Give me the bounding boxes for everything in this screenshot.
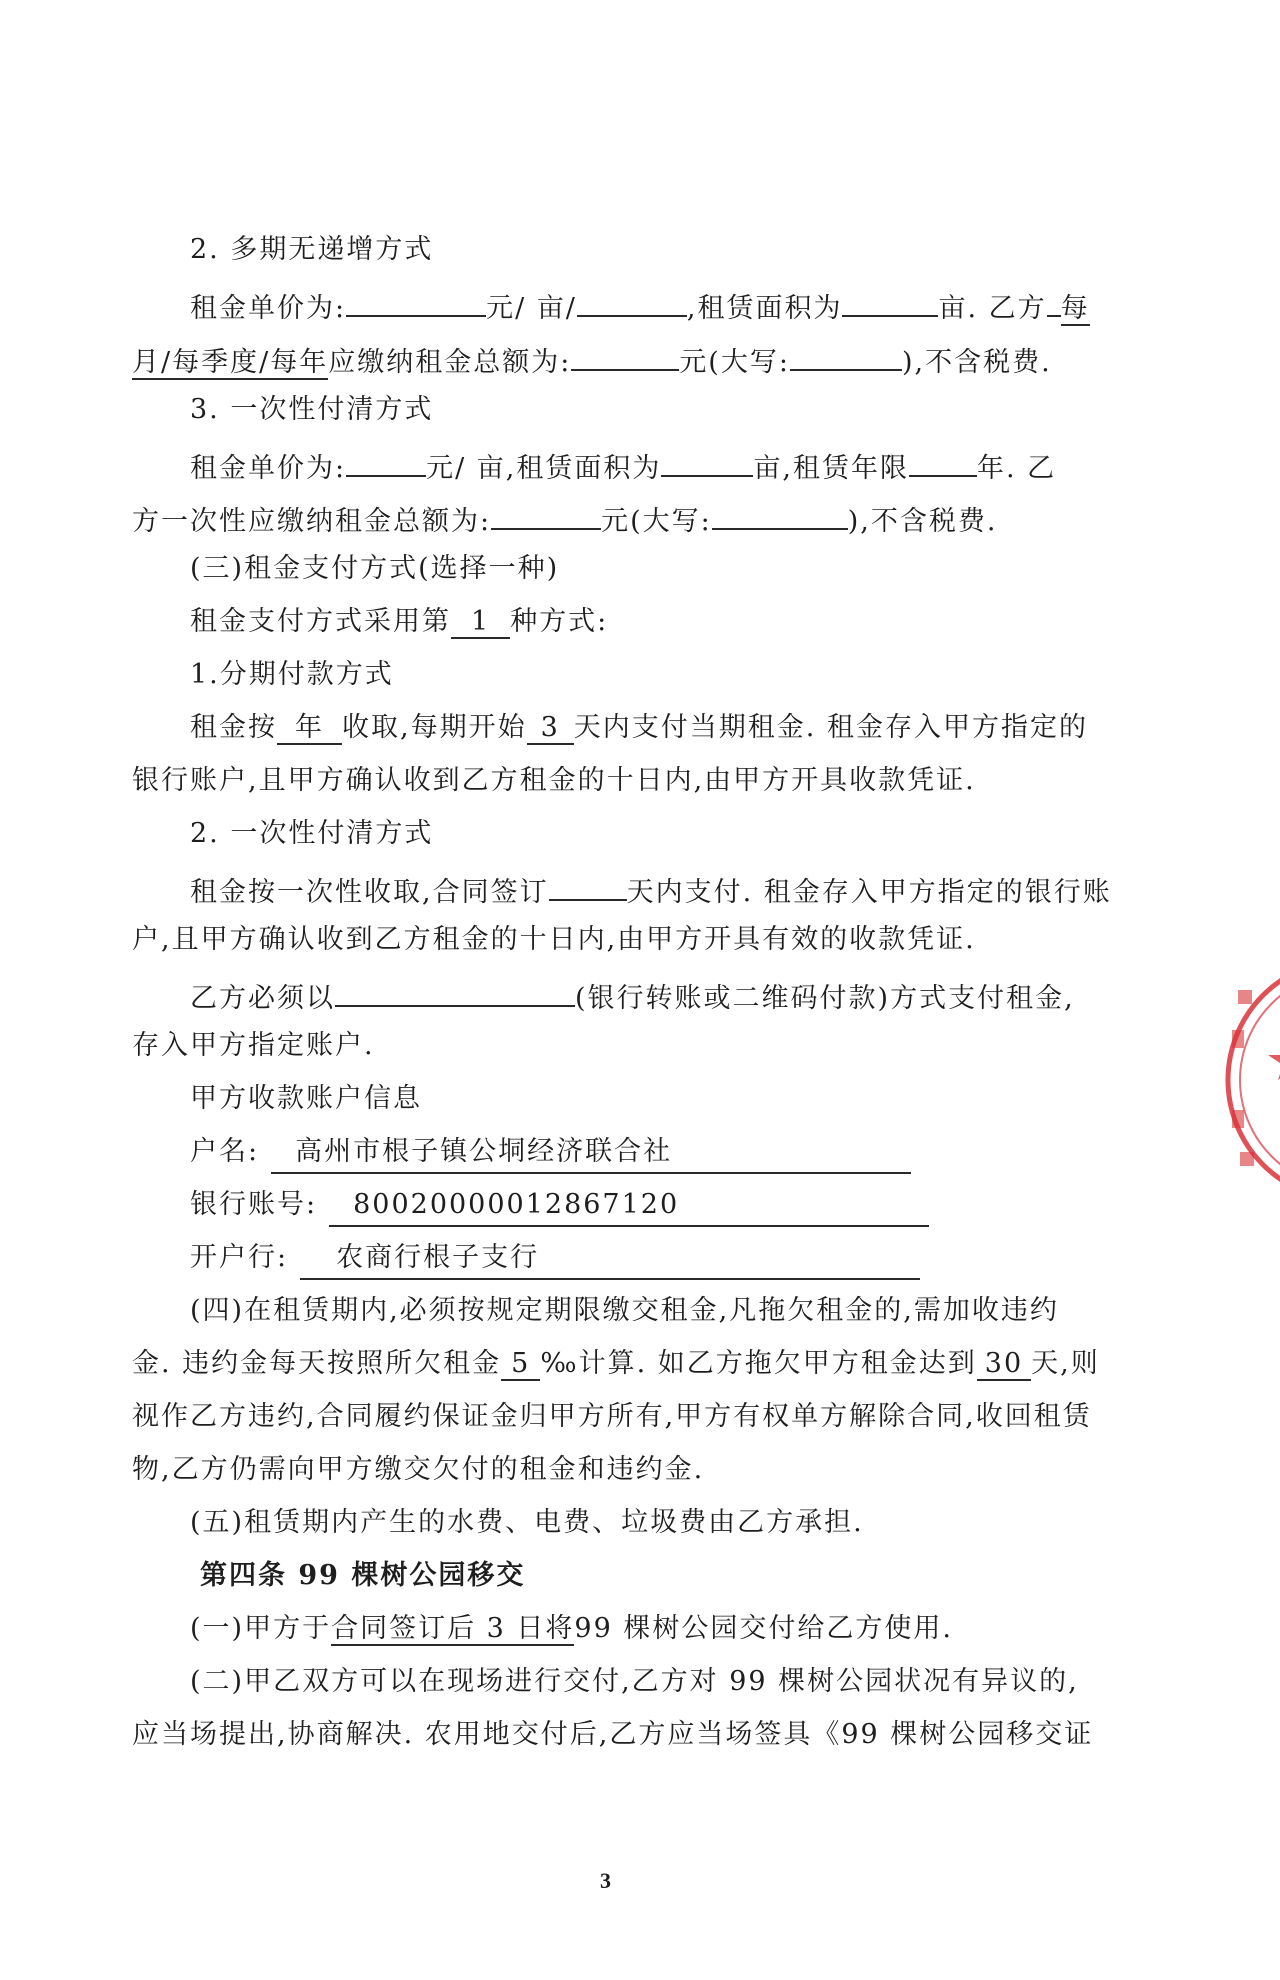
- penalty-rate: 5: [501, 1348, 540, 1381]
- article-4-title: 第四条 99 棵树公园移交: [200, 1560, 526, 1591]
- lump-sum-line-2: 方一次性应缴纳租金总额为: 元(大写: ),不含税费.: [132, 496, 997, 542]
- blank-period[interactable]: [577, 283, 687, 317]
- article-4-item-2-line-1: (二)甲乙双方可以在现场进行交付,乙方对 99 棵树公园状况有异议的,: [190, 1666, 1079, 1697]
- installment-days: 3: [527, 712, 574, 745]
- account-bank-value: 农商行根子支行: [300, 1238, 920, 1280]
- section-title-lump-sum: 3. 一次性付清方式: [190, 394, 434, 425]
- installment-title: 1.分期付款方式: [190, 659, 394, 690]
- article-4-item-1: (一)甲方于合同签订后 3 日将99 棵树公园交付给乙方使用.: [190, 1613, 953, 1644]
- section-title-multi-period: 2. 多期无递增方式: [190, 234, 434, 265]
- account-info-title: 甲方收款账户信息: [190, 1083, 422, 1114]
- payment-method-choice: 租金支付方式采用第 1 种方式:: [190, 606, 609, 637]
- payment-channel-line-2: 存入甲方指定账户.: [132, 1030, 375, 1061]
- page-number: 3: [600, 1868, 611, 1893]
- blank-lump-total-words[interactable]: [712, 496, 848, 530]
- blank-lump-total[interactable]: [491, 496, 601, 530]
- account-name-row: 户名: 高州市根子镇公垌经济联合社: [190, 1132, 911, 1174]
- article-4-item-2-line-2: 应当场提出,协商解决. 农用地交付后,乙方应当场签具《99 棵树公园移交证: [132, 1719, 1094, 1750]
- payment-channel-line-1: 乙方必须以 (银行转账或二维码付款)方式支付租金,: [190, 973, 1075, 1019]
- multi-period-line-2: 月/每季度/每年应缴纳租金总额为: 元(大写: ),不含税费.: [132, 337, 1052, 383]
- blank-unit-price[interactable]: [346, 283, 486, 317]
- payment-method-value: 1: [451, 606, 510, 639]
- account-number-row: 银行账号: 80020000012867120: [190, 1185, 929, 1227]
- installment-line-2: 银行账户,且甲方确认收到乙方租金的十日内,由甲方开具收款凭证.: [132, 765, 976, 796]
- installment-line-1: 租金按 年 收取,每期开始 3 天内支付当期租金. 租金存入甲方指定的: [190, 712, 1088, 743]
- lump-sum-line-1: 租金单价为: 元/ 亩,租赁面积为 亩,租赁年限 年. 乙: [190, 443, 1056, 489]
- blank-lump-unit-price[interactable]: [346, 443, 426, 477]
- blank-payment-channel[interactable]: [335, 973, 575, 1007]
- clause-4-line-1: (四)在租赁期内,必须按规定期限缴交租金,凡拖欠租金的,需加收违约: [190, 1295, 1059, 1326]
- blank-total[interactable]: [571, 337, 679, 371]
- clause-4-line-4: 物,乙方仍需向甲方缴交欠付的租金和违约金.: [132, 1454, 705, 1485]
- red-seal-stamp: [1218, 930, 1280, 1230]
- subsection-payment-method: (三)租金支付方式(选择一种): [190, 553, 560, 584]
- installment-period: 年: [277, 712, 342, 745]
- blank-lump-area[interactable]: [661, 443, 753, 477]
- blank-lump-years[interactable]: [909, 443, 977, 477]
- blank-total-words[interactable]: [790, 337, 902, 371]
- clause-5-line: (五)租赁期内产生的水费、电费、垃圾费由乙方承担.: [190, 1507, 864, 1538]
- account-bank-row: 开户行: 农商行根子支行: [190, 1238, 920, 1280]
- clause-4-line-3: 视作乙方违约,合同履约保证金归甲方所有,甲方有权单方解除合同,收回租赁: [132, 1401, 1092, 1432]
- multi-period-line-1: 租金单价为: 元/ 亩/ ,租赁面积为 亩. 乙方 每: [190, 283, 1090, 329]
- clause-4-line-2: 金. 违约金每天按照所欠租金 5 ‰计算. 如乙方拖欠甲方租金达到 30 天,则: [132, 1348, 1100, 1379]
- account-name-value: 高州市根子镇公垌经济联合社: [271, 1132, 911, 1174]
- handover-deadline: 合同签订后 3 日将: [331, 1613, 575, 1644]
- blank-one-time-days[interactable]: [549, 867, 627, 901]
- account-number-value: 80020000012867120: [329, 1185, 929, 1227]
- one-time-line-1: 租金按一次性收取,合同签订 天内支付. 租金存入甲方指定的银行账: [190, 867, 1112, 913]
- one-time-title: 2. 一次性付清方式: [190, 818, 434, 849]
- one-time-line-2: 户,且甲方确认收到乙方租金的十日内,由甲方开具有效的收款凭证.: [132, 924, 976, 955]
- blank-area[interactable]: [842, 283, 938, 317]
- overdue-days: 30: [977, 1348, 1031, 1381]
